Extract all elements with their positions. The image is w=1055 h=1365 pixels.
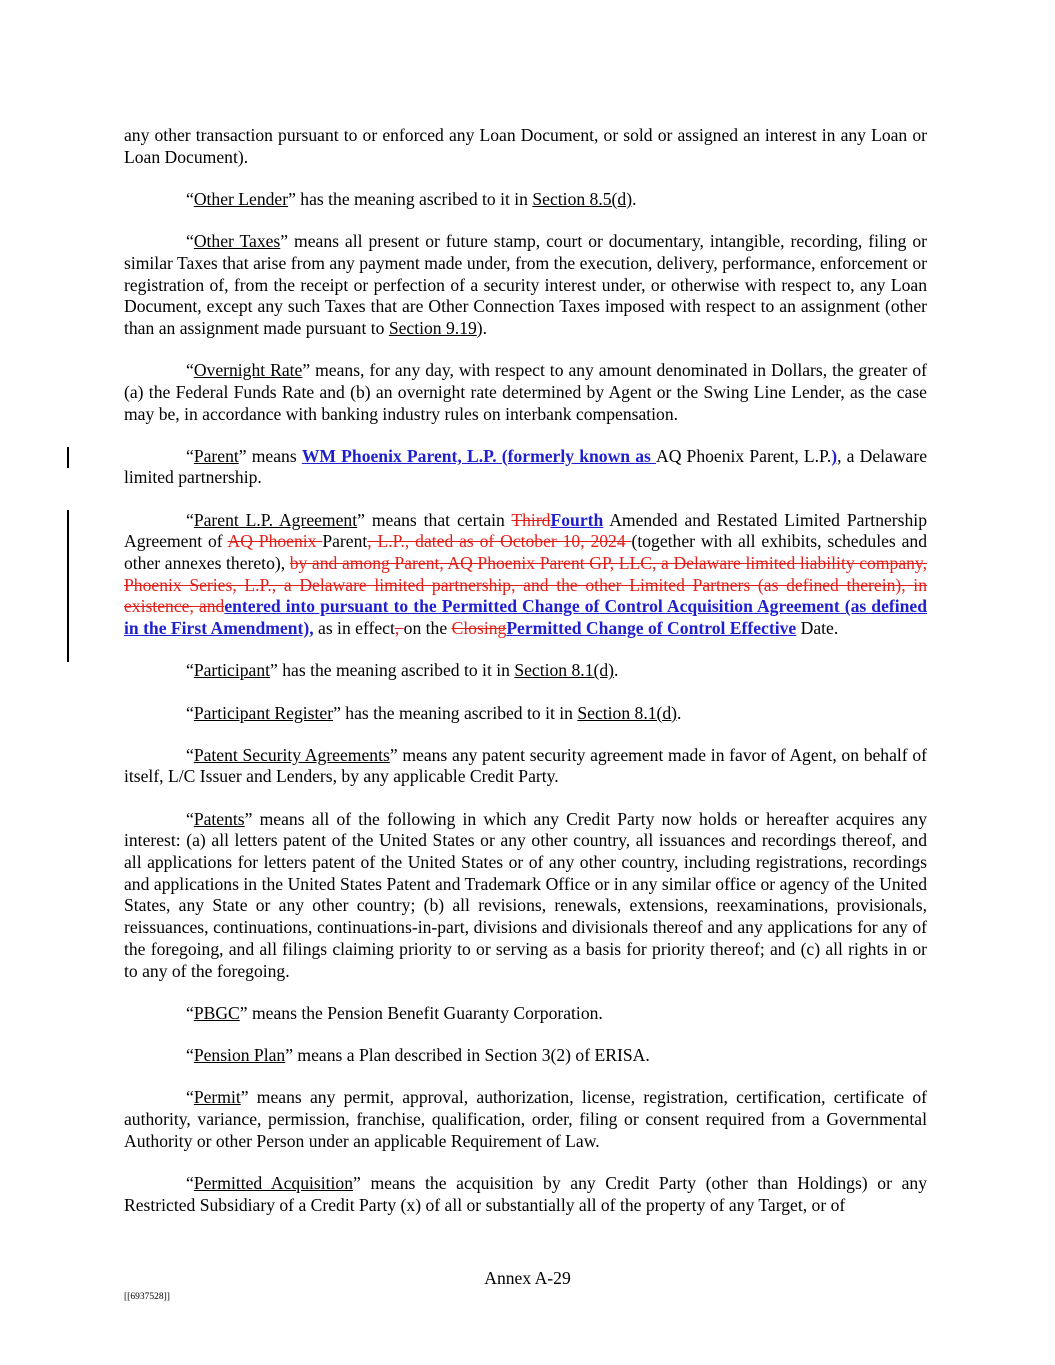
deleted-text: by and among Parent, AQ Phoenix Parent GP, LLC, a Delaware limited liability company, Phoenix Series, L.P., a Delaware limited partnership, and the other Limited Partners (as defined therein), in existence, and <box>124 553 927 617</box>
defined-term: Parent L.P. Agreement <box>193 509 358 530</box>
defined-term: PBGC <box>193 1002 240 1023</box>
inserted-text: Fourth <box>550 509 604 530</box>
defined-term: Permitted Acquisition <box>193 1172 353 1193</box>
definition-pension-plan: “Pension Plan” means a Plan described in Section 3(2) of ERISA. <box>186 1045 650 1065</box>
section-reference: Section 8.5(d) <box>532 188 633 209</box>
deleted-text: , <box>394 618 404 639</box>
defined-term: Patents <box>193 808 245 829</box>
definition-participant: “Participant” has the meaning ascribed to it in Section 8.1(d). <box>186 660 619 681</box>
inserted-text: WM Phoenix Parent, L.P. (formerly known as <box>301 445 656 466</box>
defined-term: Other Taxes <box>193 231 281 252</box>
deleted-text: Closing <box>451 618 507 639</box>
section-reference: Section 8.1(d) <box>577 702 678 723</box>
definition-patent-security-agreements: “Patent Security Agreements” means any patent security agreement made in favor of Agent, on behalf of itself, L/C Issuer and Lenders, by any applicable Credit Party. <box>124 744 927 787</box>
section-reference: Section 8.1(d) <box>514 660 615 681</box>
paragraph-continuation: any other transaction pursuant to or enforced any Loan Document, or sold or assigned an interest in any Loan or Loan Document). <box>124 125 927 167</box>
deleted-text: , L.P., dated as of October 10, 2024 <box>367 531 632 552</box>
definition-overnight-rate: “Overnight Rate” means, for any day, with respect to any amount denominated in Dollars, the greater of (a) the Federal Funds Rate and (b) an overnight rate determined by Agent or the Swing Line Lender, as the case may be, in accordance with banking industry rules on interbank compensation. <box>124 360 927 424</box>
defined-term: Permit <box>193 1087 241 1108</box>
definition-other-taxes: “Other Taxes” means all present or future stamp, court or documentary, intangible, recording, filing or similar Taxes that arise from any payment made under, from the execution, delivery, performance, enforcement or registration of, from the receipt or perfection of a security interest under, or otherwise with respect to, any Loan Document, except any such Taxes that are Other Connection Taxes imposed with respect to an assignment (other than an assignment made pursuant to Section 9.19). <box>124 231 927 338</box>
defined-term: Overnight Rate <box>193 360 303 381</box>
inserted-text: Permitted Change of Control Effective <box>506 618 797 639</box>
deleted-text: Third <box>511 509 551 530</box>
document-page <box>124 125 927 1237</box>
definition-permitted-acquisition: “Permitted Acquisition” means the acquisition by any Credit Party (other than Holdings) or any Restricted Subsidiary of a Credit Party (x) of all or substantially all of the property of any Target, or of <box>124 1172 928 1215</box>
deleted-text: AQ Phoenix <box>227 531 323 552</box>
definition-parent-lp-agreement: “Parent L.P. Agreement” means that certain ThirdFourth Amended and Restated Limited Partnership Agreement of AQ Phoenix Parent, L.P., dated as of October 10, 2024 (together with all exhibits, schedules and other annexes thereto), by and among Parent, AQ Phoenix Parent GP, LLC, a Delaware limited liability company, Phoenix Series, L.P., a Delaware limited partnership, and the other Limited Partners (as defined therein), in existence, andentered into pursuant to the Permitted Change of Control Acquisition Agreement (as defined in the First Amendment), as in effect, on the ClosingPermitted Change of Control Effective Date. <box>124 509 927 639</box>
section-reference: Section 9.19 <box>388 317 477 338</box>
definition-parent: “Parent” means WM Phoenix Parent, L.P. (formerly known as AQ Phoenix Parent, L.P.), a Delaware limited partnership. <box>124 445 928 488</box>
change-bar <box>67 447 69 468</box>
definition-participant-register: “Participant Register” has the meaning ascribed to it in Section 8.1(d). <box>186 702 682 723</box>
document-id: [[6937528]] <box>124 1292 170 1302</box>
page-footer-label: Annex A-29 <box>484 1268 571 1288</box>
defined-term: Participant Register <box>193 702 334 723</box>
change-bar <box>67 510 69 662</box>
defined-term: Participant <box>193 660 271 681</box>
definition-permit: “Permit” means any permit, approval, authorization, license, registration, certification, certificate of authority, variance, permission, franchise, qualification, order, filing or consent required from a Governmental Authority or other Person under an applicable Requirement of Law. <box>124 1087 927 1151</box>
definition-patents: “Patents” means all of the following in which any Credit Party now holds or hereafter acquires any interest: (a) all letters patent of the United States or any other country, all issuances and recordings thereof, and all applications for letters patent of the United States or of any other country, including registrations, recordings and applications in the United States Patent and Trademark Office or in any similar office or agency of the United States, any State or any other country; (b) all revisions, renewals, extensions, reexaminations, provisionals, reissuances, continuations, continuations-in-part, divisions and divisionals thereof and any applications for any of the foregoing, and all filings claiming priority to or serving as a basis for priority thereof; and (c) all rights in or to any of the foregoing. <box>124 808 927 981</box>
defined-term: Other Lender <box>193 188 289 209</box>
inserted-text: entered into pursuant to the Permitted Change of Control Acquisition Agreement (as defined in the First Amendment), <box>124 596 927 639</box>
defined-term: Pension Plan <box>193 1045 286 1065</box>
defined-term: Parent <box>193 445 239 466</box>
definition-other-lender: “Other Lender” has the meaning ascribed to it in Section 8.5(d). <box>186 188 637 209</box>
defined-term: Patent Security Agreements <box>193 744 390 765</box>
inserted-text: ) <box>831 445 838 466</box>
definition-pbgc: “PBGC” means the Pension Benefit Guaranty Corporation. <box>186 1002 603 1023</box>
